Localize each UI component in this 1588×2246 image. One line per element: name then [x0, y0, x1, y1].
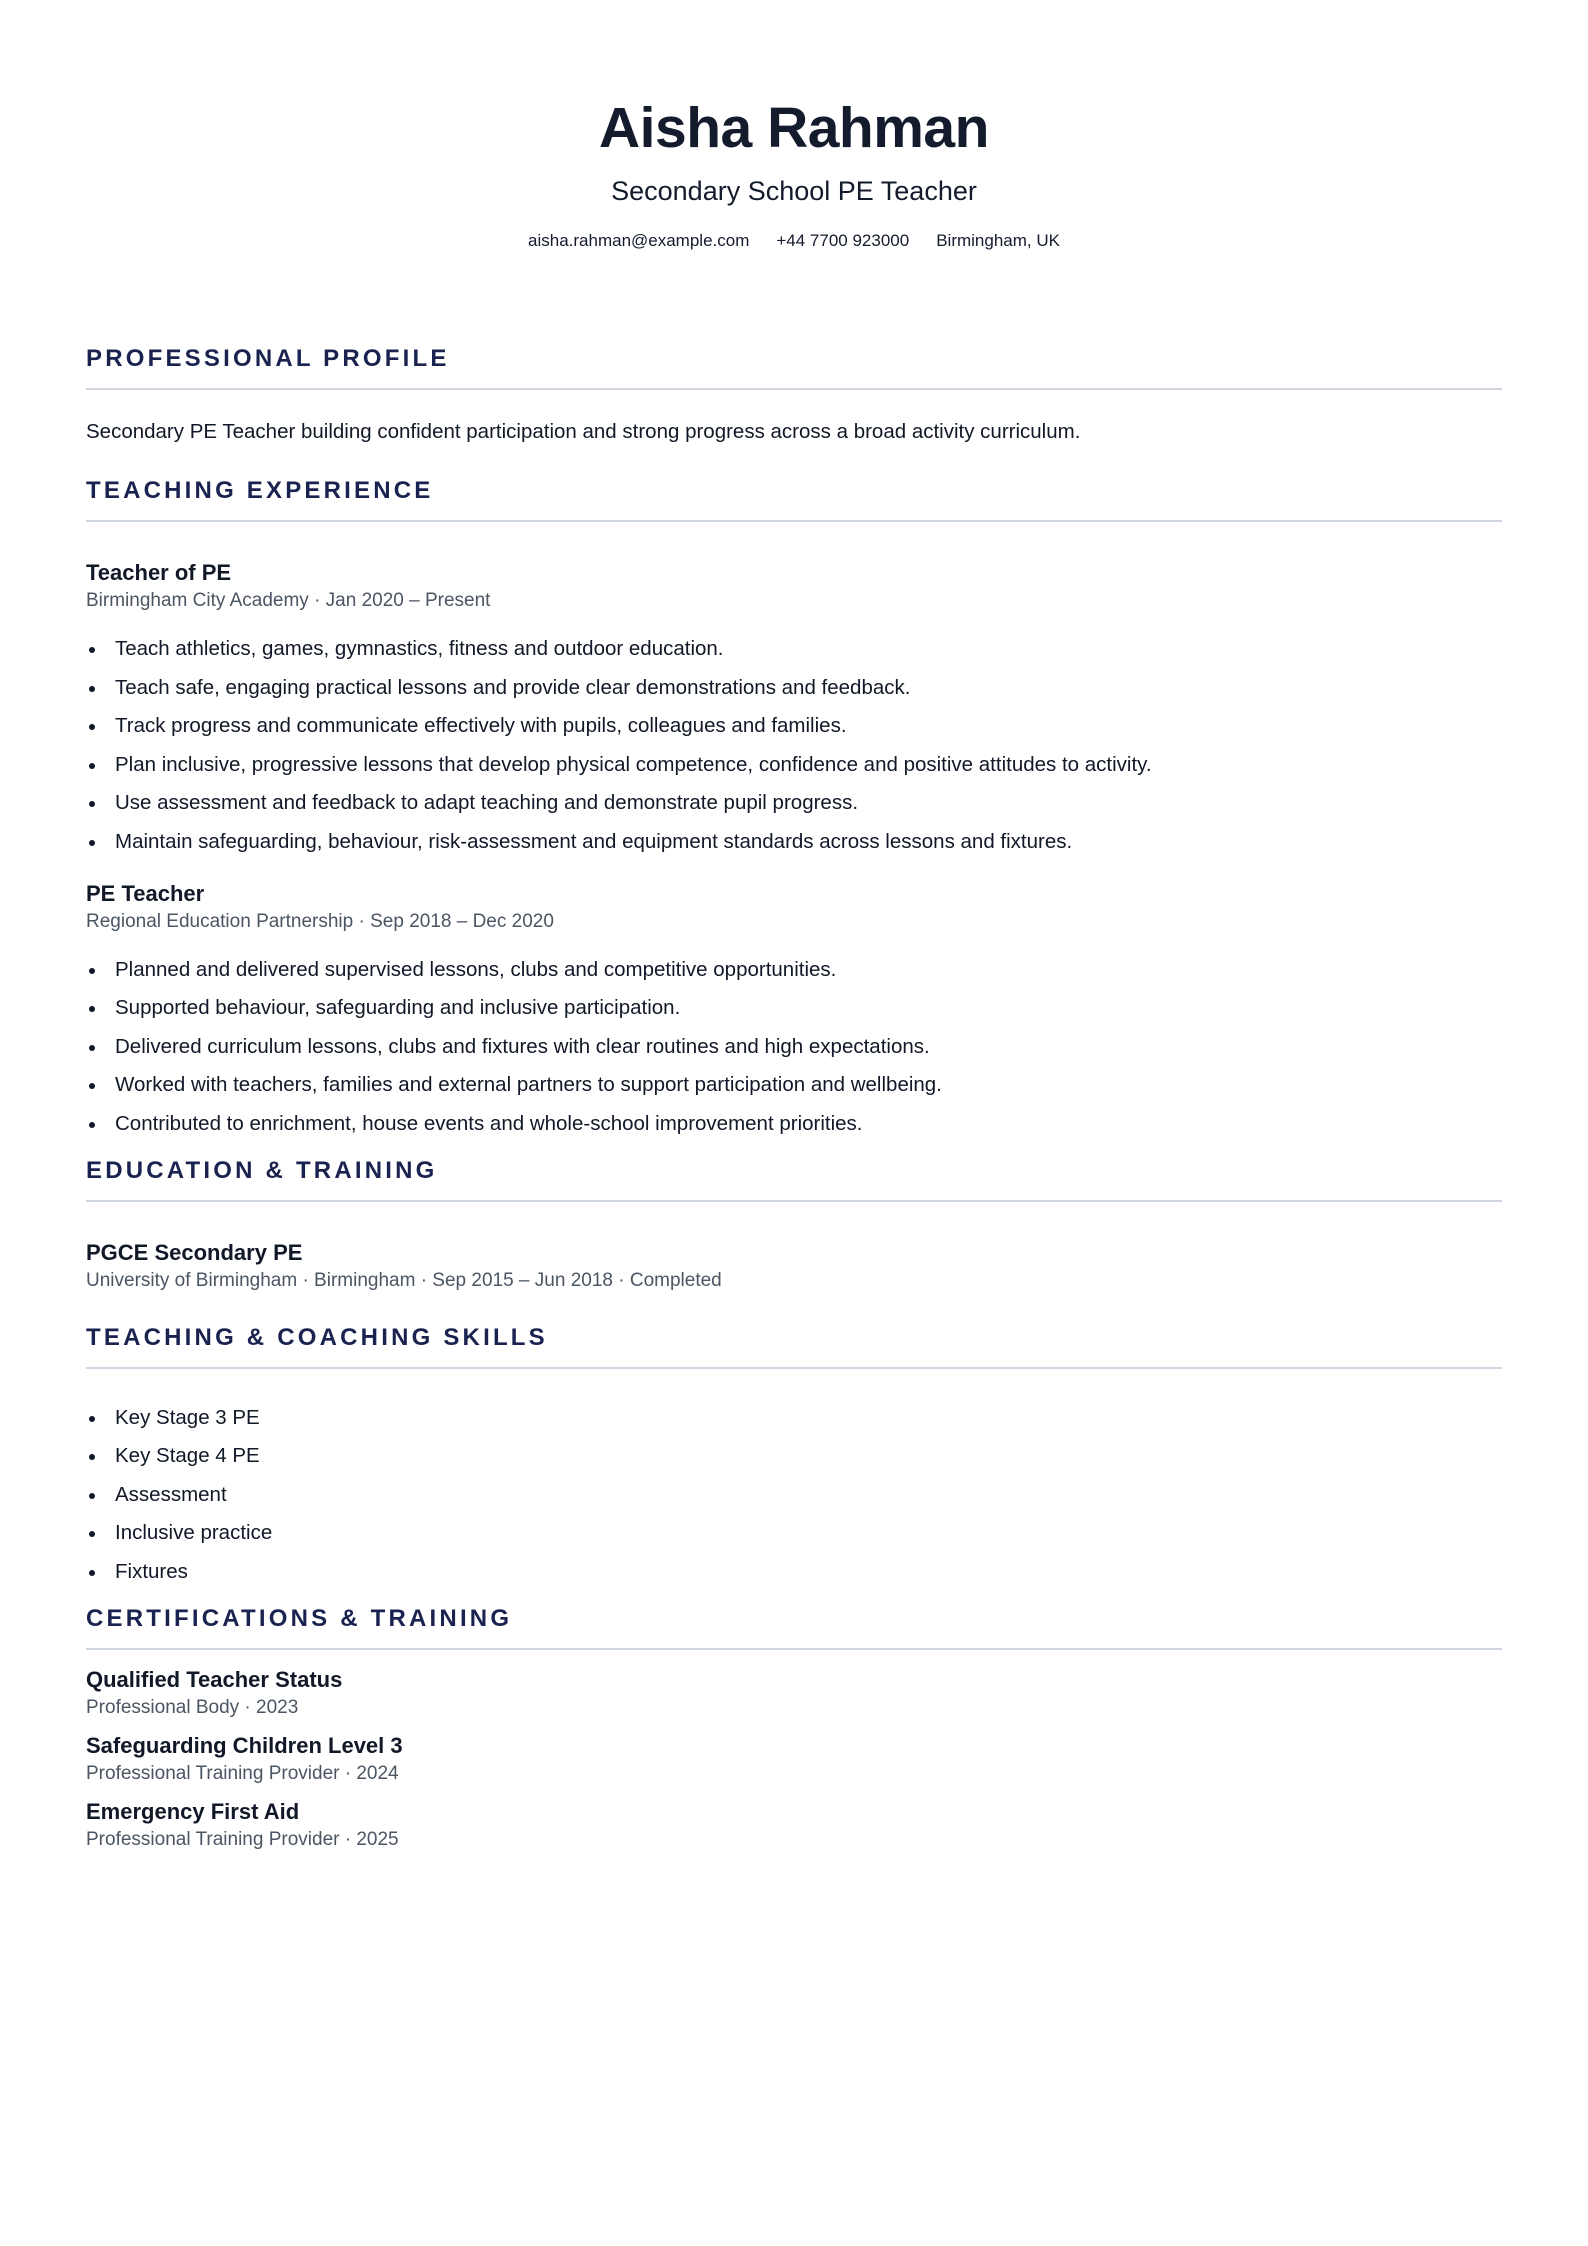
- section-heading-experience: TEACHING EXPERIENCE: [86, 477, 434, 504]
- section-divider: [86, 1648, 1502, 1650]
- section-heading-profile: PROFESSIONAL PROFILE: [86, 345, 450, 372]
- section-heading-certifications: CERTIFICATIONS & TRAINING: [86, 1604, 513, 1632]
- certification-title: Emergency First Aid: [86, 1798, 300, 1824]
- skills-list: [86, 1404, 1502, 1586]
- candidate-title: Secondary School PE Teacher: [611, 176, 977, 206]
- bullet-item: Contributed to enrichment, house events and whole-school improvement priorities.: [86, 1110, 1502, 1138]
- resume-header: [86, 0, 1502, 252]
- job-bullets: [86, 956, 1502, 1138]
- education-title: PGCE Secondary PE: [86, 1239, 303, 1265]
- skill-item: Fixtures: [86, 1558, 1502, 1586]
- experience-section: [86, 476, 1502, 1138]
- contact-email: aisha.rahman@example.com: [528, 231, 750, 250]
- certification-meta: Professional Training Provider · 2024: [86, 1762, 399, 1784]
- certification-entry: [86, 1732, 1502, 1786]
- profile-summary: Secondary PE Teacher building confident participation and strong progress across a broad activity curriculum.: [86, 420, 1081, 443]
- bullet-item: Planned and delivered supervised lessons, clubs and competitive opportunities.: [86, 956, 1502, 984]
- section-heading-education: EDUCATION & TRAINING: [86, 1156, 438, 1184]
- bullet-item: Teach athletics, games, gymnastics, fitness and outdoor education.: [86, 635, 1502, 663]
- contact-line: [86, 230, 1502, 252]
- education-entry: [86, 1239, 1502, 1293]
- job-role: Teacher of PE: [86, 560, 232, 585]
- profile-section: [86, 344, 1502, 446]
- bullet-item: Use assessment and feedback to adapt teaching and demonstrate pupil progress.: [86, 789, 1502, 817]
- certification-entry: [86, 1798, 1502, 1852]
- certification-meta: Professional Training Provider · 2025: [86, 1828, 399, 1850]
- job-meta: Birmingham City Academy · Jan 2020 – Present: [86, 590, 491, 611]
- contact-phone: +44 7700 923000: [776, 231, 910, 250]
- bullet-item: Delivered curriculum lessons, clubs and fixtures with clear routines and high expectations.: [86, 1033, 1502, 1061]
- bullet-item: Teach safe, engaging practical lessons and provide clear demonstrations and feedback.: [86, 674, 1502, 702]
- education-section: [86, 1156, 1502, 1293]
- certification-entry: [86, 1666, 1502, 1720]
- section-divider: [86, 1200, 1502, 1202]
- section-divider: [86, 520, 1502, 522]
- job-meta: Regional Education Partnership · Sep 2018 – Dec 2020: [86, 910, 554, 932]
- section-divider: [86, 1367, 1502, 1369]
- skill-item: Key Stage 4 PE: [86, 1442, 1502, 1470]
- bullet-item: Plan inclusive, progressive lessons that develop physical competence, confidence and positive attitudes to activity.: [86, 751, 1502, 779]
- certifications-section: [86, 1604, 1502, 1852]
- certifications-list: [86, 1666, 1502, 1852]
- skills-section: [86, 1323, 1502, 1586]
- skill-item: Assessment: [86, 1481, 1502, 1509]
- skill-item: Inclusive practice: [86, 1519, 1502, 1547]
- section-divider: [86, 388, 1502, 390]
- bullet-item: Worked with teachers, families and external partners to support participation and wellbeing.: [86, 1071, 1502, 1099]
- certification-meta: Professional Body · 2023: [86, 1696, 299, 1718]
- job-entry: [86, 559, 1502, 856]
- education-meta: University of Birmingham · Birmingham · Sep 2015 – Jun 2018 · Completed: [86, 1269, 722, 1291]
- bullet-item: Maintain safeguarding, behaviour, risk-assessment and equipment standards across lessons and fixtures.: [86, 828, 1502, 856]
- job-role: PE Teacher: [86, 880, 205, 906]
- section-heading-skills: TEACHING & COACHING SKILLS: [86, 1323, 548, 1351]
- bullet-item: Track progress and communicate effectively with pupils, colleagues and families.: [86, 712, 1502, 740]
- certification-title: Qualified Teacher Status: [86, 1666, 343, 1692]
- skill-item: Key Stage 3 PE: [86, 1404, 1502, 1432]
- bullet-item: Supported behaviour, safeguarding and inclusive participation.: [86, 994, 1502, 1022]
- certification-title: Safeguarding Children Level 3: [86, 1732, 403, 1758]
- contact-location: Birmingham, UK: [936, 231, 1060, 250]
- job-entry: [86, 880, 1502, 1138]
- candidate-name: Aisha Rahman: [599, 96, 989, 160]
- job-bullets: [86, 635, 1502, 856]
